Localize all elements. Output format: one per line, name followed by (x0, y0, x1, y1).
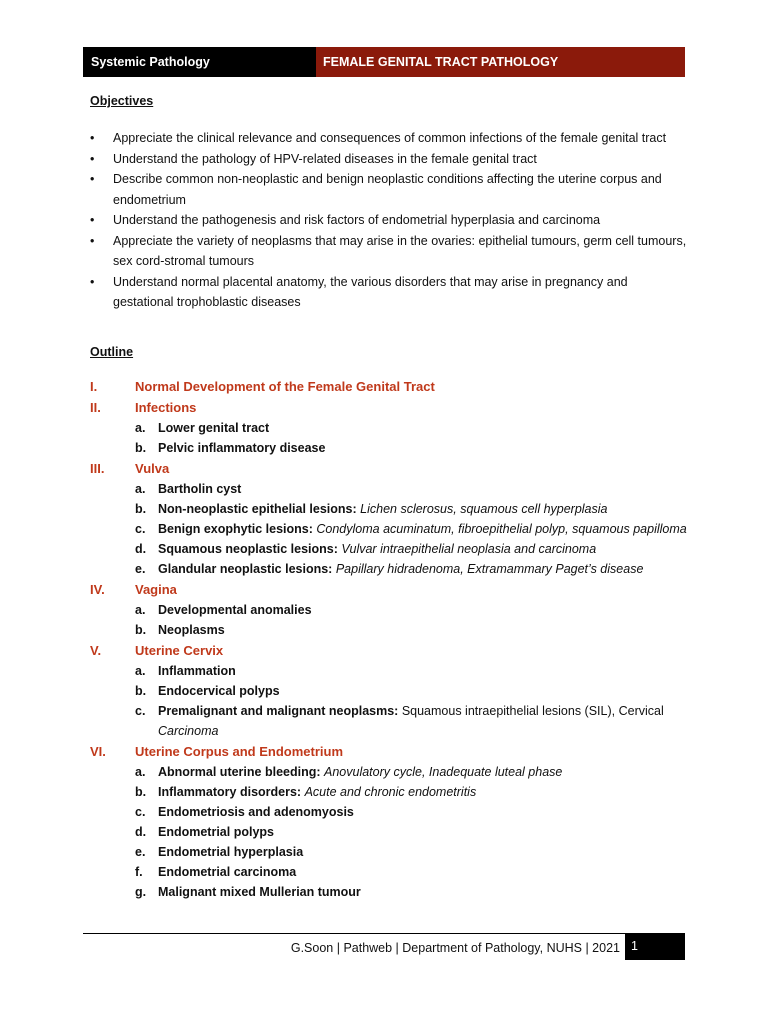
outline-subitem (90, 661, 690, 681)
subitem-letter: d. (135, 825, 147, 839)
outline-subitem (90, 600, 690, 620)
outline-subitem (90, 539, 690, 559)
objectives-list (90, 128, 690, 313)
outline-subitem (90, 762, 690, 782)
outline-heading: Outline (90, 345, 134, 359)
subitem-letter: a. (135, 421, 146, 435)
subitem-detail: Condyloma acuminatum, fibroepithelial polyp, squamous papilloma (316, 522, 687, 536)
outline-section (90, 741, 690, 762)
subitem-letter: c. (135, 805, 146, 819)
subitem-label: Bartholin cyst (158, 482, 242, 496)
subitem-label: Pelvic inflammatory disease (158, 441, 326, 455)
subitem-detail: Papillary hidradenoma, Extramammary Paget’s disease (335, 562, 644, 576)
outline-list (90, 376, 690, 902)
objective-item: • Understand normal placental anatomy, the various disorders that may arise in pregnancy and gestational trophoblastic diseases (90, 274, 628, 309)
subitem-letter: b. (135, 441, 147, 455)
subitem-label: Premalignant and malignant neoplasms: (158, 704, 399, 718)
subitem-label: Benign exophytic lesions: (158, 522, 313, 536)
header-left-title: Systemic Pathology (83, 47, 316, 77)
subitem-label: Inflammation (158, 664, 236, 678)
outline-subitem (90, 822, 690, 842)
subitem-detail: Anovulatory cycle, Inadequate luteal phase (324, 765, 563, 779)
subitem-letter: a. (135, 765, 146, 779)
objective-item: • Appreciate the variety of neoplasms that may arise in the ovaries: epithelial tumours, germ cell tumours, sex cord-stromal tumours (90, 233, 687, 268)
outline-subitem (90, 882, 690, 902)
section-title: Uterine Corpus and Endometrium (135, 744, 344, 759)
subitem-letter: a. (135, 603, 146, 617)
subitem-letter: c. (135, 522, 146, 536)
outline-subitem (90, 438, 690, 458)
subitem-letter: a. (135, 482, 146, 496)
section-number: III. (90, 461, 105, 476)
subitem-letter: c. (135, 704, 146, 718)
section-number: II. (90, 400, 101, 415)
footer-credit: G.Soon | Pathweb | Department of Pathology, NUHS | 2021 (290, 941, 620, 955)
subitem-letter: f. (135, 865, 143, 879)
subitem-label: Endocervical polyps (158, 684, 280, 698)
outline-section (90, 458, 690, 479)
subitem-letter: a. (135, 664, 146, 678)
subitem-letter: e. (135, 562, 146, 576)
outline-subitem (90, 559, 690, 579)
outline-section (90, 376, 690, 397)
subitem-letter: b. (135, 502, 147, 516)
subitem-label: Glandular neoplastic lesions: (158, 562, 333, 576)
subitem-label: Abnormal uterine bleeding: (158, 765, 321, 779)
outline-section (90, 579, 690, 600)
subitem-label: Non-neoplastic epithelial lesions: (158, 502, 357, 516)
section-title: Normal Development of the Female Genital Tract (135, 379, 435, 394)
subitem-letter: g. (135, 885, 147, 899)
outline-subitem (90, 782, 690, 802)
subitem-letter: b. (135, 785, 147, 799)
subitem-label: Malignant mixed Mullerian tumour (158, 885, 361, 899)
objective-item: • Understand the pathogenesis and risk factors of endometrial hyperplasia and carcinoma (90, 213, 601, 227)
objective-item: • Describe common non-neoplastic and benign neoplastic conditions affecting the uterine corpus and endometrium (90, 172, 662, 207)
objective-item: • Understand the pathology of HPV-related diseases in the female genital tract (90, 151, 537, 166)
section-title: Infections (135, 400, 197, 415)
subitem-detail: Acute and chronic endometritis (304, 785, 477, 799)
section-title: Uterine Cervix (135, 643, 224, 658)
objective-item: • Appreciate the clinical relevance and consequences of common infections of the female genital tract (90, 131, 667, 145)
subitem-detail: Vulvar intraepithelial neoplasia and carcinoma (341, 542, 597, 556)
outline-subitem (90, 842, 690, 862)
subitem-label: Endometrial polyps (158, 825, 274, 839)
subitem-label: Inflammatory disorders: (158, 785, 302, 799)
subitem-label: Neoplasms (158, 623, 225, 637)
section-number: I. (90, 379, 98, 394)
outline-subitem (90, 620, 690, 640)
footer-divider (83, 933, 628, 934)
section-number: V. (90, 643, 102, 658)
header-right-title: FEMALE GENITAL TRACT PATHOLOGY (316, 47, 685, 77)
subitem-letter: b. (135, 623, 147, 637)
outline-subitem (90, 479, 690, 499)
subitem-label: Endometriosis and adenomyosis (158, 805, 354, 819)
subitem-label: Squamous neoplastic lesions: (158, 542, 338, 556)
outline-subitem (90, 519, 690, 539)
subitem-label: Developmental anomalies (158, 603, 312, 617)
subitem-label: Endometrial carcinoma (158, 865, 297, 879)
subitem-label: Lower genital tract (158, 421, 270, 435)
page-number: 1 (625, 933, 685, 960)
outline-section (90, 397, 690, 418)
objectives-heading: Objectives (90, 94, 154, 108)
subitem-detail: Carcinoma (158, 724, 219, 738)
section-number: IV. (90, 582, 105, 597)
subitem-detail: Lichen sclerosus, squamous cell hyperplasia (360, 502, 608, 516)
outline-subitem (90, 499, 690, 519)
section-title: Vulva (135, 461, 170, 476)
outline-subitem (90, 802, 690, 822)
subitem-label: Endometrial hyperplasia (158, 845, 304, 859)
outline-subitem (90, 681, 690, 701)
section-title: Vagina (135, 582, 177, 597)
outline-subitem (90, 701, 690, 741)
outline-subitem (90, 418, 690, 438)
subitem-letter: d. (135, 542, 147, 556)
subitem-letter: b. (135, 684, 147, 698)
outline-subitem (90, 862, 690, 882)
subitem-detail: Squamous intraepithelial lesions (SIL), Cervical (401, 704, 664, 718)
subitem-letter: e. (135, 845, 146, 859)
section-number: VI. (90, 744, 106, 759)
outline-section (90, 640, 690, 661)
